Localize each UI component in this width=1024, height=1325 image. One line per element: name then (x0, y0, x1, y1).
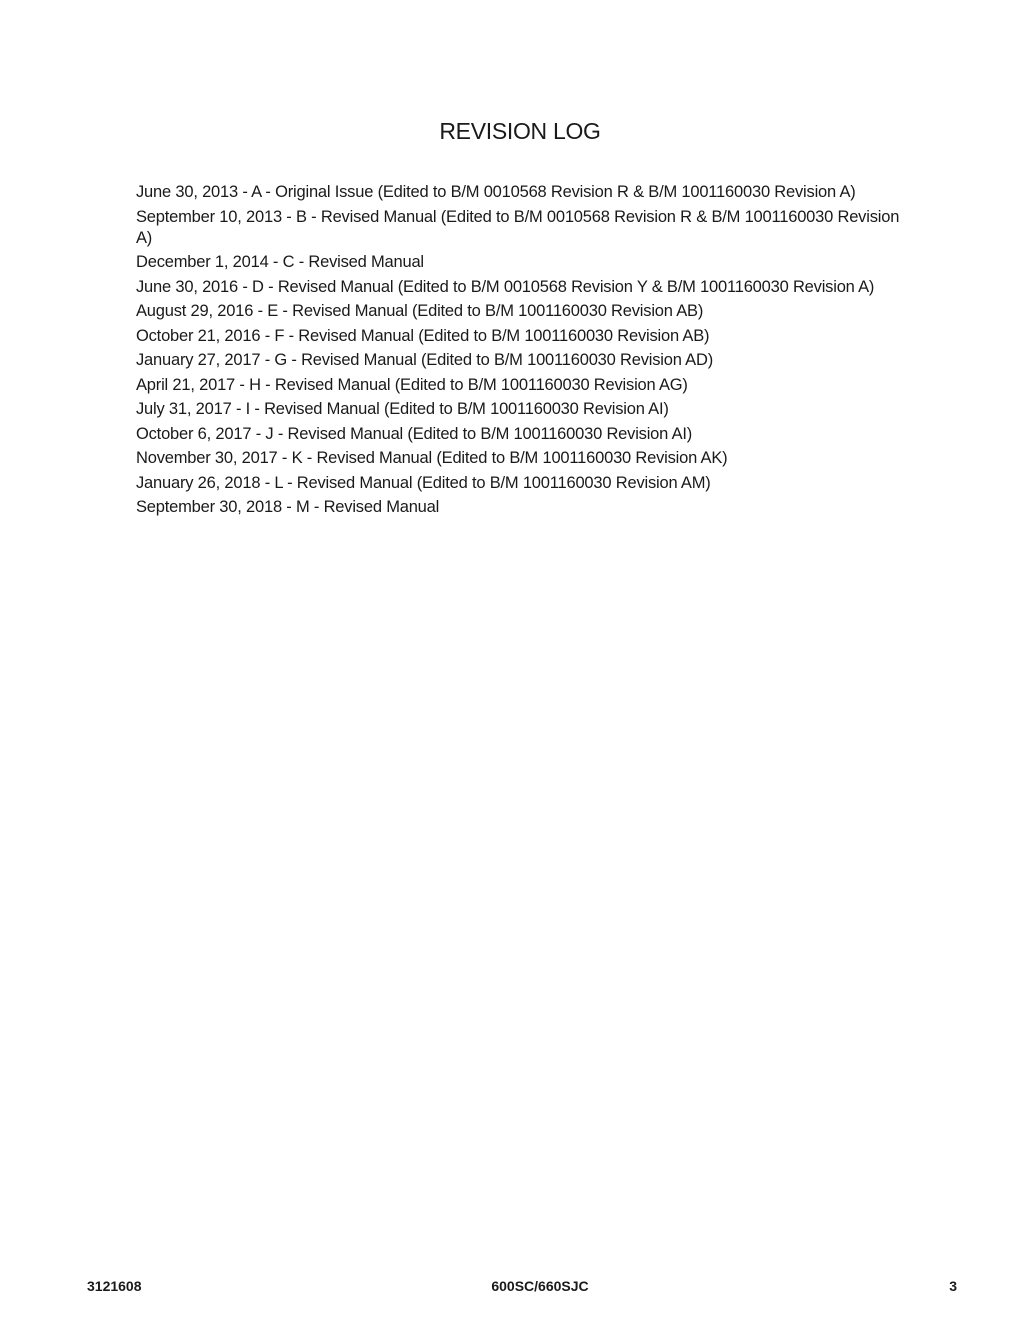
revision-entry: November 30, 2017 - K - Revised Manual (Edited to B/M 1001160030 Revision AK) (136, 449, 728, 467)
revision-entry: October 6, 2017 - J - Revised Manual (Edited to B/M 1001160030 Revision AI) (136, 424, 693, 443)
revision-entry: June 30, 2013 - A - Original Issue (Edited to B/M 0010568 Revision R & B/M 1001160030 Revision A) (136, 183, 856, 201)
revision-entry: January 26, 2018 - L - Revised Manual (Edited to B/M 1001160030 Revision AM) (136, 473, 711, 492)
page-footer (0, 1278, 1024, 1298)
document-number: 3121608 (87, 1278, 142, 1294)
model-number: 600SC/660SJC (491, 1278, 589, 1294)
revision-entry: September 10, 2013 - B - Revised Manual (Edited to B/M 0010568 Revision R & B/M 1001160030 Revision A) (136, 207, 900, 247)
revision-entry: September 30, 2018 - M - Revised Manual (136, 498, 440, 516)
revision-entry: October 21, 2016 - F - Revised Manual (Edited to B/M 1001160030 Revision AB) (136, 326, 710, 345)
revision-entry: June 30, 2016 - D - Revised Manual (Edited to B/M 0010568 Revision Y & B/M 1001160030 Revision A) (136, 277, 875, 296)
revision-entry: January 27, 2017 - G - Revised Manual (Edited to B/M 1001160030 Revision AD) (136, 351, 713, 369)
revision-entry: April 21, 2017 - H - Revised Manual (Edited to B/M 1001160030 Revision AG) (136, 375, 688, 394)
page-title: REVISION LOG (439, 118, 601, 144)
revision-entry: December 1, 2014 - C - Revised Manual (136, 253, 424, 271)
revision-entry: August 29, 2016 - E - Revised Manual (Edited to B/M 1001160030 Revision AB) (136, 302, 704, 320)
page-number: 3 (949, 1278, 957, 1294)
revision-list (136, 182, 956, 522)
revision-entry: July 31, 2017 - I - Revised Manual (Edited to B/M 1001160030 Revision AI) (136, 400, 669, 418)
